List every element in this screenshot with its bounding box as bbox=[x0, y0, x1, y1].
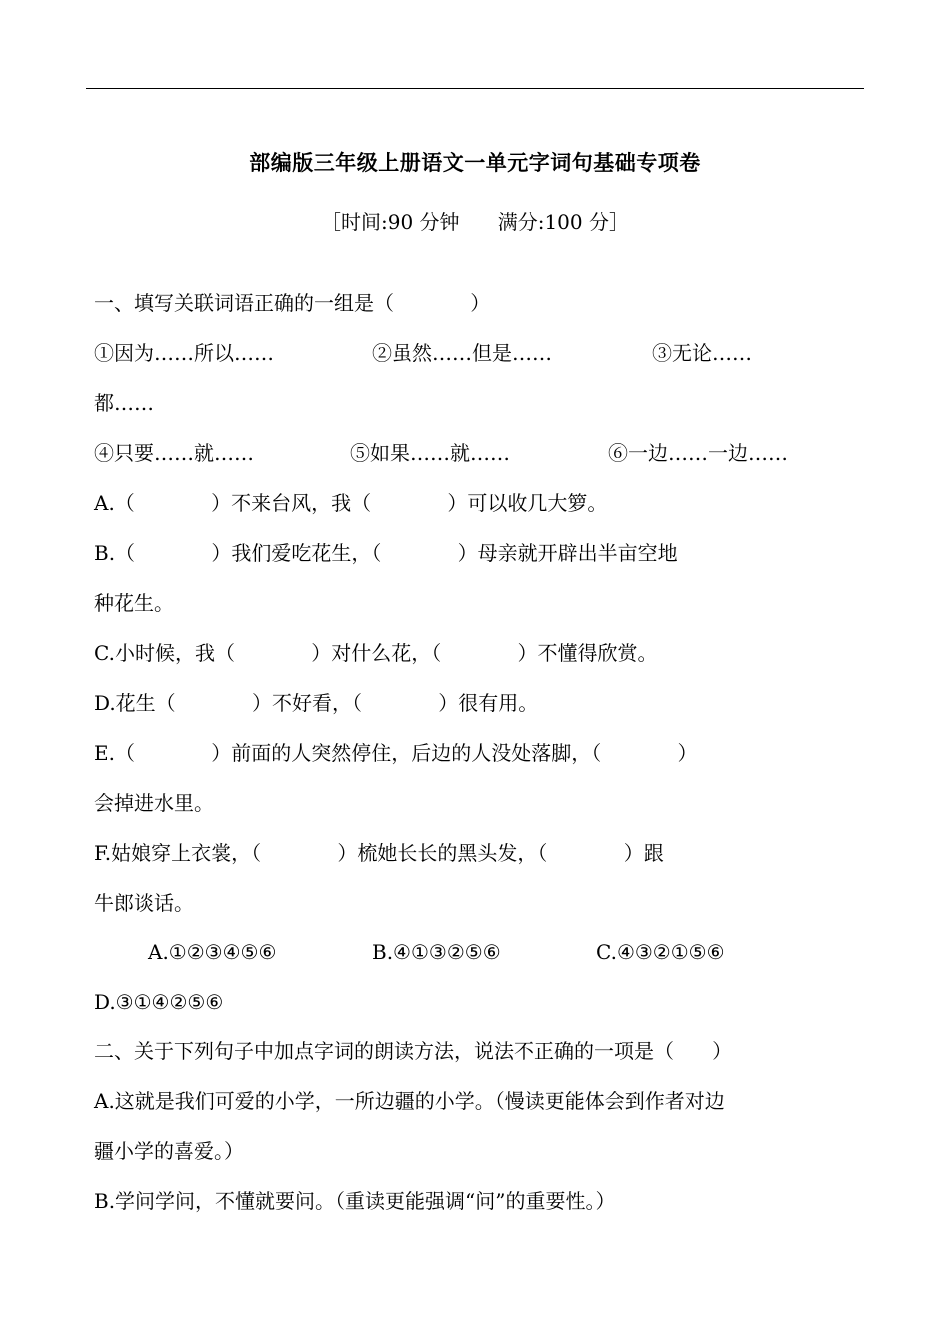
q1-item-a: A.（ ）不来台风，我（ ）可以收几大箩。 bbox=[94, 491, 608, 515]
q1-pair-3-cont: 都…… bbox=[94, 391, 154, 415]
q1-item-f: F.姑娘穿上衣裳，（ ）梳她长长的黑头发，（ ）跟 bbox=[94, 841, 664, 865]
q1-pair-1: ①因为……所以…… bbox=[94, 341, 274, 365]
q1-stem: 一、填写关联词语正确的一组是（ ） bbox=[94, 291, 491, 315]
q1-item-b: B.（ ）我们爱吃花生，（ ）母亲就开辟出半亩空地 bbox=[94, 541, 678, 565]
q1-item-b-cont: 种花生。 bbox=[94, 591, 174, 615]
q1-choice-c: C.④③②①⑤⑥ bbox=[596, 940, 725, 964]
q1-pair-2: ②虽然……但是…… bbox=[372, 341, 552, 365]
q1-item-c: C.小时候，我（ ）对什么花，（ ）不懂得欣赏。 bbox=[94, 641, 658, 665]
q1-item-e-cont: 会掉进水里。 bbox=[94, 791, 214, 815]
q1-pair-4: ④只要……就…… bbox=[94, 441, 254, 465]
q1-pair-5: ⑤如果……就…… bbox=[350, 441, 510, 465]
q1-item-e: E.（ ）前面的人突然停住，后边的人没处落脚，（ ） bbox=[94, 741, 698, 765]
q1-choice-d: D.③①④②⑤⑥ bbox=[94, 990, 224, 1014]
exam-info: ［时间:90 分钟 满分:100 分］ bbox=[321, 210, 629, 234]
q1-item-f-cont: 牛郎谈话。 bbox=[94, 891, 194, 915]
q2-item-b: B.学问学问，不懂就要问。（重读更能强调“问”的重要性。） bbox=[94, 1189, 616, 1213]
q2-item-a: A.这就是我们可爱的小学，一所边疆的小学。（慢读更能体会到作者对边 bbox=[94, 1089, 725, 1113]
header-rule bbox=[86, 88, 864, 89]
q1-pair-3: ③无论…… bbox=[652, 341, 752, 365]
q2-stem: 二、关于下列句子中加点字词的朗读方法，说法不正确的一项是（ ） bbox=[94, 1039, 733, 1063]
q1-choice-b: B.④①③②⑤⑥ bbox=[372, 940, 501, 964]
q1-choice-a: A.①②③④⑤⑥ bbox=[148, 940, 277, 964]
q1-item-d: D.花生（ ）不好看，（ ）很有用。 bbox=[94, 691, 539, 715]
page-title: 部编版三年级上册语文一单元字词句基础专项卷 bbox=[249, 150, 701, 175]
q2-item-a-cont: 疆小学的喜爱。） bbox=[94, 1139, 244, 1163]
q1-pair-6: ⑥一边……一边…… bbox=[608, 441, 788, 465]
